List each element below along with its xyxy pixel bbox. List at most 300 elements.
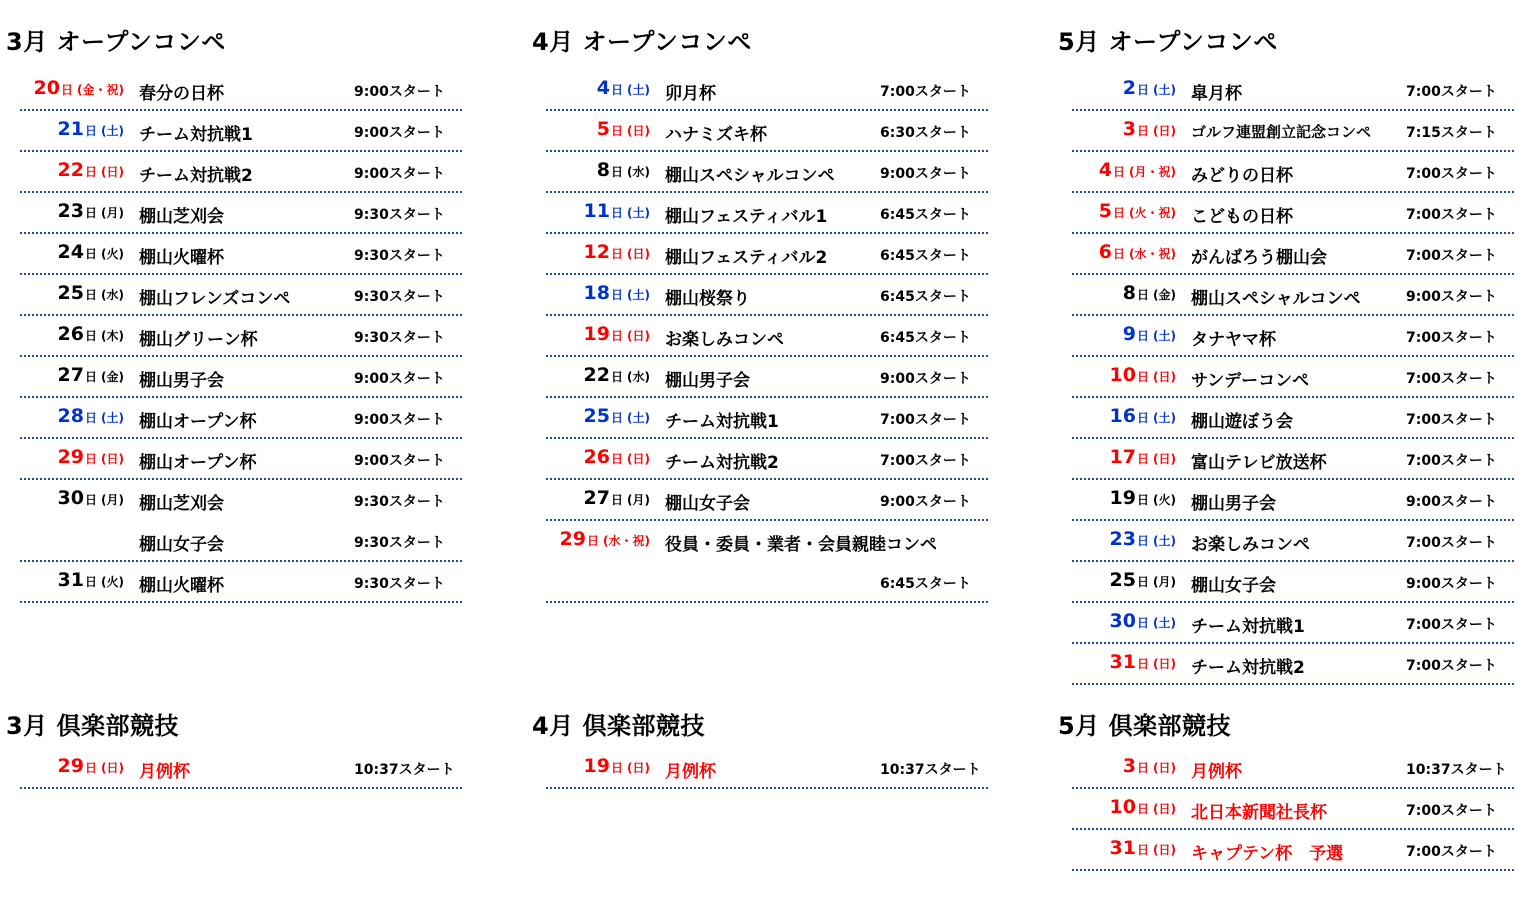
event-row [546,234,988,275]
event-name: 棚山グリーン杯 [139,330,258,350]
event-row [546,316,988,357]
event-day: 16 [1109,405,1136,427]
event-date [546,77,650,99]
event-weekday: (土) [627,411,650,425]
event-name: 棚山女子会 [665,494,750,514]
event-weekday: (月・祝) [1129,165,1176,179]
event-list [20,748,462,789]
event-start-time: 7:00スタート [1406,453,1497,469]
event-list [546,748,988,789]
event-day: 22 [583,364,610,386]
event-start-time: 9:30スタート [354,535,445,551]
event-name: 棚山芝刈会 [139,207,224,227]
event-weekday: (土) [101,124,124,138]
event-weekday: (日) [627,247,650,261]
event-start-time: 9:00スタート [354,166,445,182]
event-start-time: 6:45スタート [880,576,971,592]
event-date [1072,364,1176,386]
event-date [1072,837,1176,859]
day-suffix: 日 [611,206,624,220]
event-row [1072,152,1514,193]
day-suffix: 日 [61,83,74,97]
event-weekday: (金) [1153,288,1176,302]
event-name: チーム対抗戦1 [665,412,779,432]
event-row [546,521,988,562]
event-name: 卯月杯 [665,84,716,104]
event-date [546,528,650,550]
event-weekday: (日) [1153,843,1176,857]
event-day: 3 [1122,118,1136,140]
event-start-time: 7:00スタート [880,84,971,100]
event-start-time: 7:00スタート [1406,248,1497,264]
event-date [546,405,650,427]
day-suffix: 日 [611,165,624,179]
section-title: 5月 オープンコンペ [1058,28,1278,56]
event-row [20,521,462,562]
event-date [20,755,124,777]
day-suffix: 日 [85,247,98,261]
event-day: 31 [1109,837,1136,859]
event-name: 富山テレビ放送杯 [1191,453,1327,473]
day-suffix: 日 [1137,329,1150,343]
event-name: 棚山火曜杯 [139,576,224,596]
event-date [1072,528,1176,550]
event-name: 棚山桜祭り [665,289,750,309]
event-row [20,748,462,789]
event-date [20,159,124,181]
event-start-time: 9:30スタート [354,576,445,592]
event-row [1072,644,1514,685]
event-day: 8 [1122,282,1136,304]
event-start-time: 7:00スタート [1406,84,1497,100]
event-day: 21 [57,118,84,140]
event-weekday: (火) [101,575,124,589]
event-day: 12 [583,241,610,263]
event-name: チーム対抗戦2 [139,166,253,186]
event-date [546,323,650,345]
section-title: 5月 倶楽部競技 [1058,712,1232,740]
event-date [20,323,124,345]
event-name: ゴルフ連盟創立記念コンペ [1191,123,1372,141]
event-start-time: 9:00スタート [1406,576,1497,592]
day-suffix: 日 [85,165,98,179]
event-date [20,405,124,427]
event-day: 29 [559,528,586,550]
event-start-time: 7:00スタート [1406,207,1497,223]
event-weekday: (土) [101,411,124,425]
event-start-time: 6:45スタート [880,289,971,305]
event-name: 棚山芝刈会 [139,494,224,514]
day-suffix: 日 [1137,802,1150,816]
event-row [20,193,462,234]
day-suffix: 日 [1137,843,1150,857]
event-name: 月例杯 [1191,762,1242,782]
event-name: 棚山オープン杯 [139,453,257,473]
event-name: 役員・委員・業者・会員親睦コンペ [665,535,937,555]
event-name: 皐月杯 [1191,84,1242,104]
event-name: 棚山フェスティバル1 [665,207,828,227]
day-suffix: 日 [85,370,98,384]
day-suffix: 日 [611,411,624,425]
event-row [20,111,462,152]
event-day: 25 [583,405,610,427]
event-day: 28 [57,405,84,427]
event-list [1072,748,1514,871]
event-start-time: 7:00スタート [1406,412,1497,428]
event-name: サンデーコンペ [1191,371,1310,391]
event-row [546,111,988,152]
event-weekday: (土) [1153,616,1176,630]
event-weekday: (水・祝) [603,534,650,548]
event-date [1072,200,1176,222]
event-name: がんばろう棚山会 [1191,248,1327,268]
event-date [1072,323,1176,345]
event-start-time: 9:00スタート [880,166,971,182]
event-day: 5 [1098,200,1112,222]
event-start-time: 7:15スタート [1406,125,1497,141]
day-suffix: 日 [611,288,624,302]
event-date [1072,487,1176,509]
day-suffix: 日 [1137,370,1150,384]
event-name: 棚山女子会 [139,535,224,555]
event-date [546,159,650,181]
event-weekday: (月) [627,493,650,507]
day-suffix: 日 [85,493,98,507]
day-suffix: 日 [85,575,98,589]
event-row [546,70,988,111]
event-weekday: (木) [101,329,124,343]
event-weekday: (水) [627,370,650,384]
section-title: 4月 倶楽部競技 [532,712,706,740]
event-start-time: 9:30スタート [354,248,445,264]
event-day: 6 [1098,241,1112,263]
event-start-time: 7:00スタート [1406,371,1497,387]
day-suffix: 日 [1137,761,1150,775]
event-row [546,357,988,398]
event-weekday: (土) [1153,534,1176,548]
event-start-time: 9:00スタート [880,371,971,387]
day-suffix: 日 [1137,534,1150,548]
event-weekday: (金) [101,370,124,384]
event-weekday: (日) [627,329,650,343]
event-list [1072,70,1514,685]
event-row [20,562,462,603]
event-weekday: (土) [627,206,650,220]
event-day: 4 [596,77,610,99]
event-row [1072,480,1514,521]
event-date [20,364,124,386]
event-row [20,316,462,357]
day-suffix: 日 [611,329,624,343]
event-day: 26 [583,446,610,468]
event-start-time: 6:45スタート [880,330,971,346]
event-name: 棚山遊ぼう会 [1191,412,1293,432]
event-name: 棚山フェスティバル2 [665,248,828,268]
event-start-time: 9:00スタート [354,453,445,469]
event-weekday: (日) [1153,657,1176,671]
event-row [1072,603,1514,644]
event-start-time: 7:00スタート [880,453,971,469]
day-suffix: 日 [611,493,624,507]
event-date [1072,282,1176,304]
event-start-time: 7:00スタート [1406,803,1497,819]
event-date [546,118,650,140]
event-day: 30 [1109,610,1136,632]
event-name: 棚山男子会 [139,371,224,391]
event-name: お楽しみコンペ [1191,535,1310,555]
day-suffix: 日 [611,370,624,384]
event-day: 30 [57,487,84,509]
event-name: チーム対抗戦2 [1191,658,1305,678]
event-weekday: (日) [1153,761,1176,775]
day-suffix: 日 [611,452,624,466]
event-row [546,748,988,789]
event-day: 24 [57,241,84,263]
event-date [20,487,124,509]
event-weekday: (土) [627,83,650,97]
event-day: 10 [1109,364,1136,386]
day-suffix: 日 [611,761,624,775]
event-weekday: (土) [1153,411,1176,425]
event-day: 2 [1122,77,1136,99]
event-start-time: 10:37スタート [880,762,981,778]
event-weekday: (日) [1153,124,1176,138]
day-suffix: 日 [611,124,624,138]
day-suffix: 日 [611,247,624,261]
event-day: 29 [57,446,84,468]
event-row [1072,398,1514,439]
event-day: 8 [596,159,610,181]
event-date [546,755,650,777]
event-row [20,275,462,316]
day-suffix: 日 [85,411,98,425]
day-suffix: 日 [1137,493,1150,507]
day-suffix: 日 [85,329,98,343]
event-start-time: 7:00スタート [1406,658,1497,674]
day-suffix: 日 [1137,657,1150,671]
event-date [20,569,124,591]
event-date [20,241,124,263]
event-start-time: 7:00スタート [1406,535,1497,551]
event-name: こどもの日杯 [1191,207,1293,227]
event-weekday: (火) [101,247,124,261]
event-start-time: 9:00スタート [354,412,445,428]
event-day: 10 [1109,796,1136,818]
event-start-time: 7:00スタート [880,412,971,428]
event-start-time: 10:37スタート [1406,762,1507,778]
event-row [1072,193,1514,234]
event-day: 4 [1098,159,1112,181]
event-name: 棚山スペシャルコンペ [1191,289,1361,309]
day-suffix: 日 [611,83,624,97]
event-row [546,193,988,234]
event-name: 棚山火曜杯 [139,248,224,268]
event-row [1072,830,1514,871]
event-date [20,282,124,304]
event-start-time: 9:30スタート [354,330,445,346]
event-start-time: 10:37スタート [354,762,455,778]
event-name: チーム対抗戦1 [1191,617,1305,637]
event-day: 9 [1122,323,1136,345]
day-suffix: 日 [85,452,98,466]
event-name: 棚山フレンズコンペ [139,289,291,309]
event-day: 19 [1109,487,1136,509]
event-weekday: (火) [1153,493,1176,507]
day-suffix: 日 [1137,616,1150,630]
event-date [1072,241,1176,263]
event-date [546,446,650,468]
event-day: 31 [57,569,84,591]
event-day: 3 [1122,755,1136,777]
event-row [1072,234,1514,275]
event-list [20,70,462,603]
event-weekday: (日) [101,761,124,775]
event-weekday: (金・祝) [77,83,124,97]
event-name: 月例杯 [139,762,190,782]
event-weekday: (土) [627,288,650,302]
event-date [546,241,650,263]
section-title: 3月 倶楽部競技 [6,712,180,740]
event-row [1072,316,1514,357]
event-start-time: 7:00スタート [1406,617,1497,633]
event-weekday: (水) [627,165,650,179]
event-weekday: (日) [627,452,650,466]
event-date [1072,796,1176,818]
event-name: お楽しみコンペ [665,330,784,350]
event-name: 春分の日杯 [139,84,224,104]
event-weekday: (水) [101,288,124,302]
event-day: 11 [583,200,610,222]
event-weekday: (月) [101,206,124,220]
day-suffix: 日 [1137,83,1150,97]
day-suffix: 日 [1113,165,1126,179]
event-date [1072,159,1176,181]
event-name: 棚山女子会 [1191,576,1276,596]
event-row [20,357,462,398]
event-start-time: 9:00スタート [1406,289,1497,305]
event-date [20,118,124,140]
event-day: 26 [57,323,84,345]
day-suffix: 日 [1113,206,1126,220]
event-start-time: 9:30スタート [354,289,445,305]
event-row [20,152,462,193]
event-date [20,77,124,99]
section-title: 4月 オープンコンペ [532,28,752,56]
event-name: 北日本新聞社長杯 [1191,803,1327,823]
event-row [546,398,988,439]
event-row [1072,789,1514,830]
event-weekday: (月) [101,493,124,507]
event-day: 23 [1109,528,1136,550]
event-date [1072,569,1176,591]
event-weekday: (水・祝) [1129,247,1176,261]
event-weekday: (日) [627,124,650,138]
event-start-time: 6:30スタート [880,125,971,141]
event-name: チーム対抗戦2 [665,453,779,473]
event-day: 22 [57,159,84,181]
event-weekday: (火・祝) [1129,206,1176,220]
event-name: 棚山男子会 [1191,494,1276,514]
event-start-time: 7:00スタート [1406,844,1497,860]
event-name: 棚山男子会 [665,371,750,391]
day-suffix: 日 [1137,411,1150,425]
event-day: 19 [583,755,610,777]
event-date [546,364,650,386]
event-row [1072,562,1514,603]
event-date [1072,446,1176,468]
event-day: 17 [1109,446,1136,468]
day-suffix: 日 [85,206,98,220]
event-name: チーム対抗戦1 [139,125,253,145]
event-date [1072,77,1176,99]
event-day: 29 [57,755,84,777]
event-weekday: (日) [1153,802,1176,816]
event-start-time: 9:00スタート [1406,494,1497,510]
event-start-time: 9:30スタート [354,207,445,223]
event-day: 25 [57,282,84,304]
event-weekday: (日) [1153,452,1176,466]
event-weekday: (土) [1153,83,1176,97]
event-start-time: 7:00スタート [1406,330,1497,346]
day-suffix: 日 [85,761,98,775]
event-name: 月例杯 [665,762,716,782]
event-start-time: 6:45スタート [880,248,971,264]
event-weekday: (日) [101,452,124,466]
event-name: タナヤマ杯 [1191,330,1276,350]
event-start-time: 9:30スタート [354,494,445,510]
event-name: 棚山オープン杯 [139,412,257,432]
event-row [546,275,988,316]
event-start-time: 9:00スタート [354,371,445,387]
event-row [546,152,988,193]
event-row [20,234,462,275]
event-weekday: (日) [101,165,124,179]
event-row [1072,748,1514,789]
event-date [20,446,124,468]
event-day: 20 [33,77,60,99]
event-start-time: 9:00スタート [354,84,445,100]
event-start-time: 9:00スタート [354,125,445,141]
day-suffix: 日 [1137,288,1150,302]
event-name: ハナミズキ杯 [665,125,767,145]
day-suffix: 日 [85,288,98,302]
day-suffix: 日 [85,124,98,138]
day-suffix: 日 [1113,247,1126,261]
event-date [546,200,650,222]
event-date [546,282,650,304]
event-row [1072,70,1514,111]
event-row [546,480,988,521]
event-row [1072,357,1514,398]
event-date [1072,118,1176,140]
event-date [1072,651,1176,673]
event-date [1072,405,1176,427]
event-date [20,200,124,222]
event-name: 棚山スペシャルコンペ [665,166,835,186]
event-name: みどりの日杯 [1191,166,1293,186]
event-name: キャプテン杯 予選 [1191,844,1344,864]
event-day: 5 [596,118,610,140]
event-day: 27 [583,487,610,509]
event-date [546,487,650,509]
event-row [20,439,462,480]
event-day: 27 [57,364,84,386]
event-row [1072,521,1514,562]
event-row [1072,111,1514,152]
event-start-time: 6:45スタート [880,207,971,223]
event-day: 19 [583,323,610,345]
event-row [546,439,988,480]
